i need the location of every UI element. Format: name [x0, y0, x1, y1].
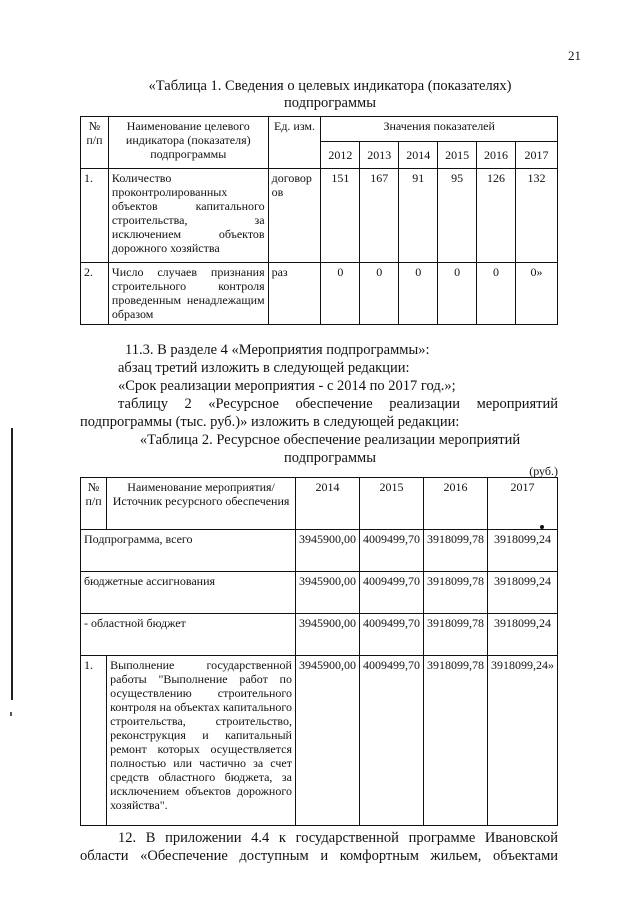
table-row [81, 656, 558, 826]
t1-header-name: Наименование целевого индикатора (показателя) подпрограммы [108, 117, 268, 169]
paragraph-12-line2: области «Обеспечение доступным и комфортным жильем, объектами [80, 848, 558, 864]
table-row [81, 263, 558, 325]
t1-cell: 0 [321, 263, 360, 325]
paragraph-abzac: абзац третий изложить в следующей редакции: [118, 360, 410, 376]
paragraph-11-3: 11.3. В разделе 4 «Мероприятия подпрограммы»: [125, 342, 430, 358]
t1-row-name: Число случаев признания строительного контроля проведенным ненадлежащим образом [108, 263, 268, 325]
t1-cell: 91 [399, 169, 438, 263]
t2-cell: 3918099,78 [423, 572, 487, 614]
t1-year: 2013 [360, 142, 399, 169]
t1-cell: 95 [438, 169, 477, 263]
t2-year: 2016 [423, 478, 487, 530]
t1-year: 2016 [477, 142, 516, 169]
paragraph-12-line1: 12. В приложении 4.4 к государственной программе Ивановской [118, 830, 558, 846]
t2-cell: 4009499,70 [359, 530, 423, 572]
t2-cell: 3945900,00 [295, 530, 359, 572]
t2-cell: 4009499,70 [359, 614, 423, 656]
t2-cell: 3918099,24» [487, 656, 557, 826]
t1-row-unit: раз [268, 263, 321, 325]
t1-row-num: 2. [81, 263, 109, 325]
t1-cell: 0 [360, 263, 399, 325]
t1-year: 2012 [321, 142, 360, 169]
table-row [81, 614, 558, 656]
t2-year: 2014 [295, 478, 359, 530]
t2-cell: 3918099,78 [423, 530, 487, 572]
t1-cell: 0 [399, 263, 438, 325]
t1-cell: 132 [516, 169, 558, 263]
t2-row-label: Подпрограмма, всего [81, 530, 296, 572]
t2-cell: 3945900,00 [295, 572, 359, 614]
t2-item-name: Выполнение государственной работы "Выполнение работ по осуществлению строительного контроля на объектах капитального строительства, строительство, реконструкция и капитальный ремонт которых осуществляется полностью или частично за счет средств областного бюджета, за исключением объектов дорожного хозяйства". [107, 656, 296, 826]
t1-cell: 151 [321, 169, 360, 263]
t1-cell: 0 [438, 263, 477, 325]
t2-row-label: бюджетные ассигнования [81, 572, 296, 614]
t2-cell: 3945900,00 [295, 614, 359, 656]
t1-header-unit: Ед. изм. [268, 117, 321, 169]
t1-row-unit: договоров [268, 169, 321, 263]
resource-table [80, 477, 558, 826]
paragraph-srok: «Срок реализации мероприятия - с 2014 по 2017 год.»; [118, 378, 456, 394]
t2-cell: 3918099,24 [487, 530, 557, 572]
t1-cell: 0» [516, 263, 558, 325]
paragraph-tablicu-line2: подпрограммы (тыс. руб.)» изложить в следующей редакции: [80, 414, 460, 430]
t2-year: 2015 [359, 478, 423, 530]
t1-year: 2017 [516, 142, 558, 169]
t2-year: 2017 [487, 478, 557, 530]
t2-cell: 3918099,24 [487, 572, 557, 614]
t1-header-num: № п/п [81, 117, 109, 169]
table2-unit-note: (руб.) [529, 464, 558, 478]
scan-artifact-dot [10, 712, 12, 716]
table-row [81, 169, 558, 263]
t2-cell: 3918099,78 [423, 614, 487, 656]
t2-item-num: 1. [81, 656, 107, 826]
table-row [81, 530, 558, 572]
t1-row-name: Количество проконтролированных объектов капитального строительства, за исключением объектов дорожного хозяйства [108, 169, 268, 263]
t1-cell: 126 [477, 169, 516, 263]
t2-cell: 4009499,70 [359, 656, 423, 826]
table1-caption-line2: подпрограммы [284, 95, 376, 111]
t1-cell: 0 [477, 263, 516, 325]
t2-header-num: № п/п [81, 478, 107, 530]
t2-cell: 3918099,24 [487, 614, 557, 656]
paragraph-tablicu-line1: таблицу 2 «Ресурсное обеспечение реализации мероприятий [118, 396, 558, 412]
t2-cell: 4009499,70 [359, 572, 423, 614]
t1-row-num: 1. [81, 169, 109, 263]
ink-mark [540, 525, 544, 529]
t1-year: 2014 [399, 142, 438, 169]
scan-artifact-line [11, 428, 13, 700]
table2-title-line2: подпрограммы [284, 450, 376, 466]
table-row [81, 572, 558, 614]
table1-caption [80, 78, 580, 112]
t1-header-values: Значения показателей [321, 117, 558, 142]
t2-header-name: Наименование мероприятия/Источник ресурсного обеспечения [107, 478, 296, 530]
t1-cell: 167 [360, 169, 399, 263]
t2-cell: 3918099,78 [423, 656, 487, 826]
page-number: 21 [568, 48, 581, 63]
t2-row-label: - областной бюджет [81, 614, 296, 656]
indicators-table [80, 116, 558, 325]
table1-caption-line1: «Таблица 1. Сведения о целевых индикатора (показателях) [148, 78, 512, 94]
table2-title-line1: «Таблица 2. Ресурсное обеспечение реализации мероприятий [139, 432, 521, 448]
t2-cell: 3945900,00 [295, 656, 359, 826]
t1-year: 2015 [438, 142, 477, 169]
